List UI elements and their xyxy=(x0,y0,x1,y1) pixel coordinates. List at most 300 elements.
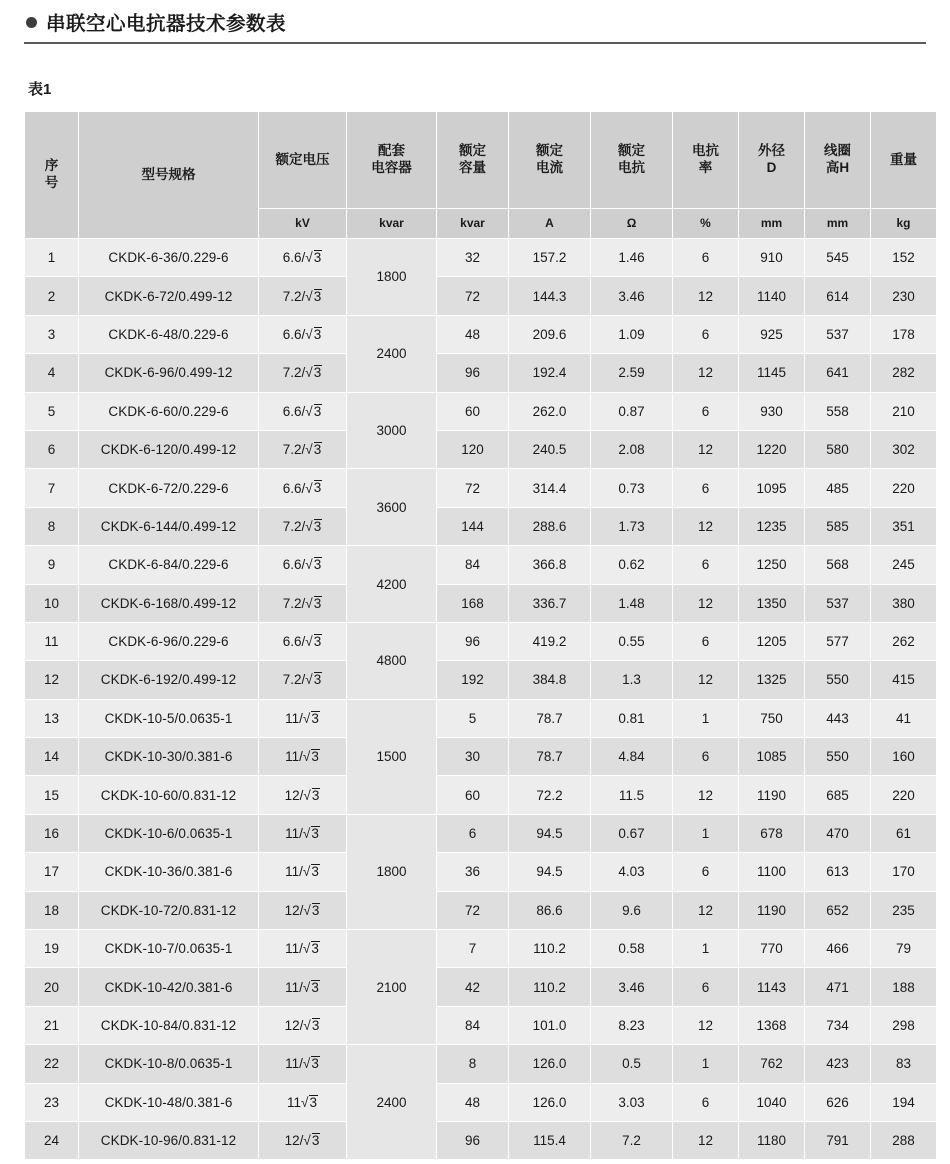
cell-outer-diameter: 1368 xyxy=(739,1006,805,1044)
cell-rated-voltage: 11/ √ 3 xyxy=(259,738,347,776)
cell-index: 20 xyxy=(25,968,79,1006)
cell-rated-capacity: 96 xyxy=(437,354,509,392)
cell-model: CKDK-6-36/0.229-6 xyxy=(79,239,259,277)
table-row xyxy=(25,430,937,468)
cell-coil-height: 443 xyxy=(805,699,871,737)
cell-coil-height: 585 xyxy=(805,507,871,545)
cell-rated-voltage: 12/ √ 3 xyxy=(259,776,347,814)
cell-index: 18 xyxy=(25,891,79,929)
cell-reactance-ratio: 12 xyxy=(673,507,739,545)
col-header-rated-reactance: 额定 电抗 xyxy=(591,112,673,209)
cell-index: 23 xyxy=(25,1083,79,1121)
cell-outer-diameter: 1140 xyxy=(739,277,805,315)
cell-rated-reactance: 4.84 xyxy=(591,738,673,776)
table-row xyxy=(25,1045,937,1083)
cell-reactance-ratio: 12 xyxy=(673,277,739,315)
cell-index: 6 xyxy=(25,430,79,468)
cell-rated-current: 314.4 xyxy=(509,469,591,507)
cell-weight: 230 xyxy=(871,277,937,315)
cell-weight: 170 xyxy=(871,853,937,891)
cell-rated-reactance: 0.5 xyxy=(591,1045,673,1083)
cell-coil-height: 580 xyxy=(805,430,871,468)
cell-rated-reactance: 7.2 xyxy=(591,1121,673,1159)
cell-weight: 288 xyxy=(871,1121,937,1159)
bullet-icon xyxy=(26,17,37,28)
cell-rated-voltage: 7.2/ √ 3 xyxy=(259,354,347,392)
cell-model: CKDK-10-60/0.831-12 xyxy=(79,776,259,814)
cell-model: CKDK-6-192/0.499-12 xyxy=(79,661,259,699)
table-row xyxy=(25,315,937,353)
cell-weight: 83 xyxy=(871,1045,937,1083)
cell-outer-diameter: 1145 xyxy=(739,354,805,392)
cell-reactance-ratio: 12 xyxy=(673,430,739,468)
col-header-weight: 重量 xyxy=(871,112,937,209)
cell-model: CKDK-6-96/0.499-12 xyxy=(79,354,259,392)
cell-rated-reactance: 0.55 xyxy=(591,622,673,660)
cell-rated-voltage: 11/ √ 3 xyxy=(259,968,347,1006)
table-row xyxy=(25,1083,937,1121)
cell-rated-current: 126.0 xyxy=(509,1083,591,1121)
cell-index: 21 xyxy=(25,1006,79,1044)
cell-rated-voltage: 12/ √ 3 xyxy=(259,1006,347,1044)
cell-rated-capacity: 72 xyxy=(437,277,509,315)
cell-outer-diameter: 1190 xyxy=(739,776,805,814)
cell-reactance-ratio: 12 xyxy=(673,1121,739,1159)
cell-reactance-ratio: 1 xyxy=(673,814,739,852)
col-header-model: 型号规格 xyxy=(79,112,259,239)
cell-weight: 220 xyxy=(871,776,937,814)
cell-coil-height: 685 xyxy=(805,776,871,814)
cell-rated-reactance: 9.6 xyxy=(591,891,673,929)
cell-coil-height: 734 xyxy=(805,1006,871,1044)
cell-coil-height: 641 xyxy=(805,354,871,392)
cell-capacitor-group: 3000 xyxy=(347,392,437,469)
table-body xyxy=(25,239,937,1160)
cell-rated-capacity: 48 xyxy=(437,315,509,353)
cell-rated-voltage: 12/ √ 3 xyxy=(259,891,347,929)
table-row xyxy=(25,891,937,929)
cell-weight: 415 xyxy=(871,661,937,699)
cell-rated-voltage: 6.6/ √ 3 xyxy=(259,546,347,584)
cell-rated-capacity: 72 xyxy=(437,891,509,929)
cell-index: 11 xyxy=(25,622,79,660)
cell-rated-reactance: 0.58 xyxy=(591,930,673,968)
cell-outer-diameter: 1085 xyxy=(739,738,805,776)
cell-rated-capacity: 60 xyxy=(437,776,509,814)
cell-capacitor-group: 4800 xyxy=(347,622,437,699)
col-header-voltage: 额定电压 xyxy=(259,112,347,209)
cell-reactance-ratio: 12 xyxy=(673,1006,739,1044)
cell-rated-reactance: 8.23 xyxy=(591,1006,673,1044)
col-header-rated-current: 额定 电流 xyxy=(509,112,591,209)
cell-reactance-ratio: 6 xyxy=(673,968,739,1006)
cell-model: CKDK-6-120/0.499-12 xyxy=(79,430,259,468)
cell-outer-diameter: 1180 xyxy=(739,1121,805,1159)
cell-rated-capacity: 32 xyxy=(437,239,509,277)
cell-index: 1 xyxy=(25,239,79,277)
cell-reactance-ratio: 12 xyxy=(673,661,739,699)
cell-rated-voltage: 11/ √ 3 xyxy=(259,814,347,852)
cell-rated-voltage: 7.2/ √ 3 xyxy=(259,430,347,468)
cell-outer-diameter: 1040 xyxy=(739,1083,805,1121)
table-row xyxy=(25,584,937,622)
cell-weight: 380 xyxy=(871,584,937,622)
cell-index: 7 xyxy=(25,469,79,507)
cell-rated-current: 78.7 xyxy=(509,699,591,737)
cell-model: CKDK-6-168/0.499-12 xyxy=(79,584,259,622)
cell-index: 8 xyxy=(25,507,79,545)
table-row xyxy=(25,277,937,315)
cell-rated-voltage: 11 √ 3 xyxy=(259,1083,347,1121)
cell-reactance-ratio: 12 xyxy=(673,584,739,622)
unit-rated-capacity: kvar xyxy=(437,209,509,239)
cell-rated-reactance: 11.5 xyxy=(591,776,673,814)
cell-coil-height: 470 xyxy=(805,814,871,852)
cell-reactance-ratio: 12 xyxy=(673,891,739,929)
cell-index: 4 xyxy=(25,354,79,392)
cell-outer-diameter: 1100 xyxy=(739,853,805,891)
table-row xyxy=(25,968,937,1006)
cell-reactance-ratio: 1 xyxy=(673,930,739,968)
cell-weight: 41 xyxy=(871,699,937,737)
cell-index: 12 xyxy=(25,661,79,699)
unit-reactance-ratio: % xyxy=(673,209,739,239)
cell-rated-reactance: 0.62 xyxy=(591,546,673,584)
cell-index: 15 xyxy=(25,776,79,814)
cell-rated-voltage: 6.6/ √ 3 xyxy=(259,315,347,353)
cell-reactance-ratio: 6 xyxy=(673,469,739,507)
unit-weight: kg xyxy=(871,209,937,239)
cell-rated-reactance: 3.46 xyxy=(591,277,673,315)
cell-outer-diameter: 1250 xyxy=(739,546,805,584)
cell-rated-reactance: 0.87 xyxy=(591,392,673,430)
cell-reactance-ratio: 6 xyxy=(673,546,739,584)
cell-index: 17 xyxy=(25,853,79,891)
cell-model: CKDK-10-30/0.381-6 xyxy=(79,738,259,776)
table-caption: 表1 xyxy=(28,81,52,98)
table-row xyxy=(25,661,937,699)
cell-rated-capacity: 144 xyxy=(437,507,509,545)
cell-weight: 79 xyxy=(871,930,937,968)
cell-capacitor-group: 2100 xyxy=(347,930,437,1045)
cell-rated-current: 110.2 xyxy=(509,930,591,968)
cell-weight: 351 xyxy=(871,507,937,545)
cell-model: CKDK-10-8/0.0635-1 xyxy=(79,1045,259,1083)
cell-weight: 220 xyxy=(871,469,937,507)
cell-capacitor-group: 1800 xyxy=(347,814,437,929)
cell-index: 2 xyxy=(25,277,79,315)
table-head xyxy=(25,112,937,239)
cell-reactance-ratio: 1 xyxy=(673,699,739,737)
cell-index: 13 xyxy=(25,699,79,737)
cell-rated-current: 240.5 xyxy=(509,430,591,468)
table-row xyxy=(25,853,937,891)
cell-reactance-ratio: 12 xyxy=(673,354,739,392)
cell-rated-voltage: 12/ √ 3 xyxy=(259,1121,347,1159)
cell-coil-height: 626 xyxy=(805,1083,871,1121)
cell-rated-reactance: 2.08 xyxy=(591,430,673,468)
cell-rated-current: 336.7 xyxy=(509,584,591,622)
cell-rated-current: 110.2 xyxy=(509,968,591,1006)
cell-rated-capacity: 6 xyxy=(437,814,509,852)
cell-rated-reactance: 2.59 xyxy=(591,354,673,392)
cell-rated-current: 419.2 xyxy=(509,622,591,660)
cell-rated-capacity: 72 xyxy=(437,469,509,507)
cell-index: 10 xyxy=(25,584,79,622)
cell-index: 9 xyxy=(25,546,79,584)
cell-rated-current: 86.6 xyxy=(509,891,591,929)
cell-outer-diameter: 1205 xyxy=(739,622,805,660)
cell-rated-current: 72.2 xyxy=(509,776,591,814)
cell-weight: 188 xyxy=(871,968,937,1006)
cell-rated-reactance: 4.03 xyxy=(591,853,673,891)
cell-model: CKDK-6-144/0.499-12 xyxy=(79,507,259,545)
cell-coil-height: 485 xyxy=(805,469,871,507)
cell-model: CKDK-10-84/0.831-12 xyxy=(79,1006,259,1044)
cell-rated-capacity: 84 xyxy=(437,1006,509,1044)
cell-rated-current: 366.8 xyxy=(509,546,591,584)
cell-reactance-ratio: 6 xyxy=(673,315,739,353)
col-header-capacitor: 配套 电容器 xyxy=(347,112,437,209)
unit-outer-diameter: mm xyxy=(739,209,805,239)
cell-rated-capacity: 96 xyxy=(437,622,509,660)
cell-weight: 245 xyxy=(871,546,937,584)
cell-rated-voltage: 6.6/ √ 3 xyxy=(259,469,347,507)
cell-coil-height: 791 xyxy=(805,1121,871,1159)
col-header-reactance-ratio: 电抗 率 xyxy=(673,112,739,209)
cell-index: 3 xyxy=(25,315,79,353)
table-row xyxy=(25,930,937,968)
cell-model: CKDK-6-60/0.229-6 xyxy=(79,392,259,430)
col-header-outer-diameter: 外径 D xyxy=(739,112,805,209)
cell-weight: 194 xyxy=(871,1083,937,1121)
cell-reactance-ratio: 12 xyxy=(673,776,739,814)
cell-capacitor-group: 2400 xyxy=(347,315,437,392)
cell-index: 24 xyxy=(25,1121,79,1159)
cell-rated-capacity: 48 xyxy=(437,1083,509,1121)
table-row xyxy=(25,1006,937,1044)
unit-coil-height: mm xyxy=(805,209,871,239)
unit-voltage: kV xyxy=(259,209,347,239)
table-row xyxy=(25,738,937,776)
cell-rated-capacity: 30 xyxy=(437,738,509,776)
cell-outer-diameter: 762 xyxy=(739,1045,805,1083)
cell-rated-reactance: 1.09 xyxy=(591,315,673,353)
cell-index: 14 xyxy=(25,738,79,776)
cell-coil-height: 577 xyxy=(805,622,871,660)
cell-rated-capacity: 60 xyxy=(437,392,509,430)
table-row xyxy=(25,699,937,737)
cell-coil-height: 550 xyxy=(805,661,871,699)
cell-model: CKDK-10-42/0.381-6 xyxy=(79,968,259,1006)
cell-coil-height: 558 xyxy=(805,392,871,430)
table-row xyxy=(25,814,937,852)
table-row xyxy=(25,622,937,660)
cell-weight: 235 xyxy=(871,891,937,929)
cell-rated-capacity: 168 xyxy=(437,584,509,622)
cell-capacitor-group: 1500 xyxy=(347,699,437,814)
cell-weight: 210 xyxy=(871,392,937,430)
cell-model: CKDK-6-72/0.229-6 xyxy=(79,469,259,507)
cell-capacitor-group: 3600 xyxy=(347,469,437,546)
cell-model: CKDK-10-48/0.381-6 xyxy=(79,1083,259,1121)
cell-index: 19 xyxy=(25,930,79,968)
cell-outer-diameter: 1095 xyxy=(739,469,805,507)
cell-outer-diameter: 930 xyxy=(739,392,805,430)
cell-model: CKDK-10-7/0.0635-1 xyxy=(79,930,259,968)
cell-rated-current: 384.8 xyxy=(509,661,591,699)
cell-rated-current: 115.4 xyxy=(509,1121,591,1159)
cell-coil-height: 550 xyxy=(805,738,871,776)
unit-capacitor: kvar xyxy=(347,209,437,239)
table-row xyxy=(25,1121,937,1159)
cell-rated-reactance: 1.46 xyxy=(591,239,673,277)
cell-model: CKDK-10-5/0.0635-1 xyxy=(79,699,259,737)
cell-rated-voltage: 11/ √ 3 xyxy=(259,699,347,737)
table-row xyxy=(25,354,937,392)
cell-outer-diameter: 678 xyxy=(739,814,805,852)
cell-outer-diameter: 1325 xyxy=(739,661,805,699)
cell-weight: 160 xyxy=(871,738,937,776)
cell-coil-height: 652 xyxy=(805,891,871,929)
cell-rated-reactance: 3.03 xyxy=(591,1083,673,1121)
cell-model: CKDK-6-84/0.229-6 xyxy=(79,546,259,584)
cell-rated-capacity: 96 xyxy=(437,1121,509,1159)
cell-weight: 282 xyxy=(871,354,937,392)
cell-model: CKDK-6-48/0.229-6 xyxy=(79,315,259,353)
cell-capacitor-group: 1800 xyxy=(347,239,437,316)
cell-rated-voltage: 11/ √ 3 xyxy=(259,853,347,891)
cell-outer-diameter: 1220 xyxy=(739,430,805,468)
cell-coil-height: 537 xyxy=(805,584,871,622)
cell-coil-height: 466 xyxy=(805,930,871,968)
document-header xyxy=(24,0,926,44)
unit-rated-current: A xyxy=(509,209,591,239)
cell-rated-capacity: 5 xyxy=(437,699,509,737)
cell-outer-diameter: 1235 xyxy=(739,507,805,545)
cell-rated-current: 288.6 xyxy=(509,507,591,545)
cell-rated-reactance: 1.73 xyxy=(591,507,673,545)
cell-rated-current: 101.0 xyxy=(509,1006,591,1044)
cell-rated-capacity: 120 xyxy=(437,430,509,468)
cell-rated-capacity: 7 xyxy=(437,930,509,968)
cell-rated-current: 157.2 xyxy=(509,239,591,277)
cell-coil-height: 614 xyxy=(805,277,871,315)
cell-reactance-ratio: 6 xyxy=(673,853,739,891)
unit-rated-reactance: Ω xyxy=(591,209,673,239)
cell-coil-height: 613 xyxy=(805,853,871,891)
table-row xyxy=(25,239,937,277)
cell-outer-diameter: 910 xyxy=(739,239,805,277)
cell-rated-current: 94.5 xyxy=(509,814,591,852)
spec-table xyxy=(24,111,937,1160)
cell-rated-voltage: 7.2/ √ 3 xyxy=(259,584,347,622)
cell-coil-height: 568 xyxy=(805,546,871,584)
cell-reactance-ratio: 6 xyxy=(673,738,739,776)
cell-model: CKDK-10-96/0.831-12 xyxy=(79,1121,259,1159)
cell-rated-voltage: 7.2/ √ 3 xyxy=(259,277,347,315)
cell-rated-current: 94.5 xyxy=(509,853,591,891)
cell-coil-height: 537 xyxy=(805,315,871,353)
table-row xyxy=(25,469,937,507)
cell-outer-diameter: 1190 xyxy=(739,891,805,929)
cell-rated-capacity: 192 xyxy=(437,661,509,699)
cell-coil-height: 423 xyxy=(805,1045,871,1083)
cell-reactance-ratio: 6 xyxy=(673,622,739,660)
cell-rated-reactance: 3.46 xyxy=(591,968,673,1006)
cell-weight: 302 xyxy=(871,430,937,468)
cell-rated-capacity: 42 xyxy=(437,968,509,1006)
cell-rated-voltage: 6.6/ √ 3 xyxy=(259,392,347,430)
cell-capacitor-group: 4200 xyxy=(347,546,437,623)
cell-rated-current: 126.0 xyxy=(509,1045,591,1083)
cell-rated-voltage: 11/ √ 3 xyxy=(259,1045,347,1083)
cell-capacitor-group: 2400 xyxy=(347,1045,437,1160)
table-row xyxy=(25,546,937,584)
header-row-main xyxy=(25,112,937,209)
cell-outer-diameter: 750 xyxy=(739,699,805,737)
cell-index: 16 xyxy=(25,814,79,852)
cell-rated-current: 192.4 xyxy=(509,354,591,392)
table-row xyxy=(25,392,937,430)
cell-rated-voltage: 6.6/ √ 3 xyxy=(259,622,347,660)
cell-reactance-ratio: 6 xyxy=(673,1083,739,1121)
cell-rated-current: 144.3 xyxy=(509,277,591,315)
cell-rated-voltage: 6.6/ √ 3 xyxy=(259,239,347,277)
cell-reactance-ratio: 1 xyxy=(673,1045,739,1083)
cell-rated-reactance: 0.67 xyxy=(591,814,673,852)
cell-model: CKDK-6-72/0.499-12 xyxy=(79,277,259,315)
cell-model: CKDK-6-96/0.229-6 xyxy=(79,622,259,660)
cell-reactance-ratio: 6 xyxy=(673,239,739,277)
cell-model: CKDK-10-6/0.0635-1 xyxy=(79,814,259,852)
cell-weight: 178 xyxy=(871,315,937,353)
col-header-index: 序 号 xyxy=(25,112,79,239)
cell-rated-voltage: 7.2/ √ 3 xyxy=(259,507,347,545)
cell-rated-current: 78.7 xyxy=(509,738,591,776)
col-header-rated-capacity: 额定 容量 xyxy=(437,112,509,209)
cell-rated-voltage: 11/ √ 3 xyxy=(259,930,347,968)
col-header-coil-height: 线圈 高H xyxy=(805,112,871,209)
cell-index: 5 xyxy=(25,392,79,430)
cell-model: CKDK-10-72/0.831-12 xyxy=(79,891,259,929)
cell-rated-reactance: 1.3 xyxy=(591,661,673,699)
cell-rated-current: 209.6 xyxy=(509,315,591,353)
cell-index: 22 xyxy=(25,1045,79,1083)
cell-coil-height: 471 xyxy=(805,968,871,1006)
cell-rated-capacity: 84 xyxy=(437,546,509,584)
cell-rated-reactance: 1.48 xyxy=(591,584,673,622)
cell-coil-height: 545 xyxy=(805,239,871,277)
cell-rated-current: 262.0 xyxy=(509,392,591,430)
page-title: 串联空心电抗器技术参数表 xyxy=(46,13,287,35)
cell-rated-capacity: 36 xyxy=(437,853,509,891)
cell-weight: 298 xyxy=(871,1006,937,1044)
cell-outer-diameter: 925 xyxy=(739,315,805,353)
cell-reactance-ratio: 6 xyxy=(673,392,739,430)
cell-rated-capacity: 8 xyxy=(437,1045,509,1083)
cell-outer-diameter: 1350 xyxy=(739,584,805,622)
cell-rated-voltage: 7.2/ √ 3 xyxy=(259,661,347,699)
cell-weight: 61 xyxy=(871,814,937,852)
cell-outer-diameter: 770 xyxy=(739,930,805,968)
table-row xyxy=(25,507,937,545)
cell-rated-reactance: 0.81 xyxy=(591,699,673,737)
cell-weight: 262 xyxy=(871,622,937,660)
table-row xyxy=(25,776,937,814)
cell-outer-diameter: 1143 xyxy=(739,968,805,1006)
cell-model: CKDK-10-36/0.381-6 xyxy=(79,853,259,891)
